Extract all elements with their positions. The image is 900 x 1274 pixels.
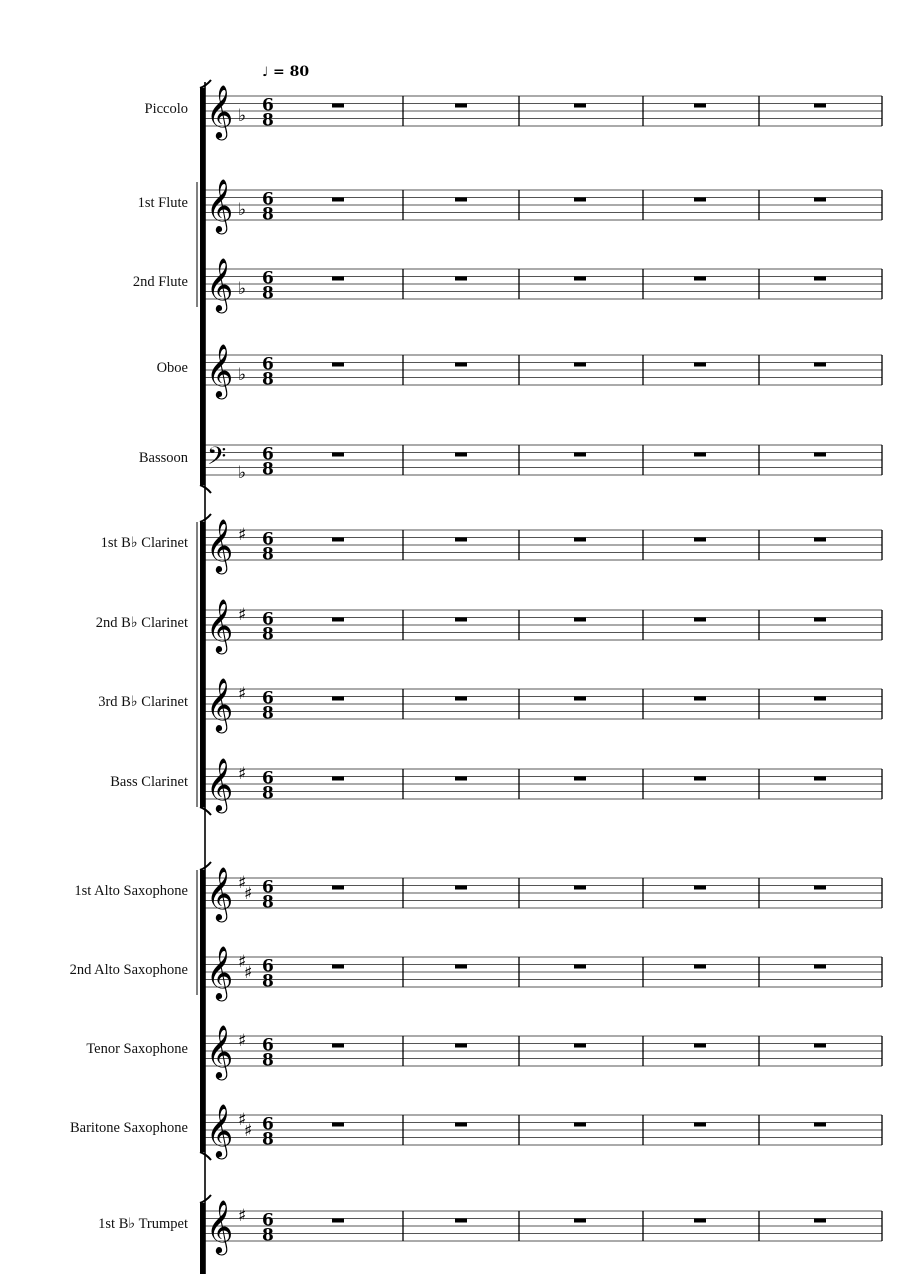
time-signature-top: 6 xyxy=(262,1114,274,1135)
time-signature-bottom: 8 xyxy=(262,783,274,804)
whole-rest-icon xyxy=(455,104,467,108)
whole-rest-icon xyxy=(332,104,344,108)
whole-rest-icon xyxy=(455,618,467,622)
treble-clef-icon: 𝄞 xyxy=(206,1024,234,1078)
whole-rest-icon xyxy=(332,886,344,890)
time-signature-top: 6 xyxy=(262,1210,274,1231)
whole-rest-icon xyxy=(455,453,467,457)
whole-rest-icon xyxy=(814,363,826,367)
woodwind-bracket xyxy=(200,88,205,485)
time-signature-bottom: 8 xyxy=(262,892,274,913)
whole-rest-icon xyxy=(814,1123,826,1127)
time-signature-bottom: 8 xyxy=(262,971,274,992)
whole-rest-icon xyxy=(694,453,706,457)
whole-rest-icon xyxy=(332,1123,344,1127)
whole-rest-icon xyxy=(332,198,344,202)
saxophone-bracket xyxy=(200,870,205,1152)
bass-clef-icon: 𝄢 xyxy=(207,442,227,477)
whole-rest-icon xyxy=(332,363,344,367)
whole-rest-icon xyxy=(455,538,467,542)
time-signature-top: 6 xyxy=(262,688,274,709)
sharp-accidental-icon: ♯ xyxy=(238,952,247,972)
treble-clef-icon: 𝄞 xyxy=(206,257,234,311)
sharp-accidental-icon: ♯ xyxy=(238,1206,247,1226)
sharp-accidental-icon: ♯ xyxy=(238,1031,247,1051)
time-signature-bottom: 8 xyxy=(262,544,274,565)
whole-rest-icon xyxy=(574,104,586,108)
whole-rest-icon xyxy=(332,697,344,701)
trumpet-bracket xyxy=(200,1203,205,1274)
time-signature-top: 6 xyxy=(262,95,274,116)
whole-rest-icon xyxy=(455,777,467,781)
whole-rest-icon xyxy=(574,886,586,890)
whole-rest-icon xyxy=(814,697,826,701)
sharp-accidental-icon: ♯ xyxy=(244,884,253,904)
whole-rest-icon xyxy=(455,697,467,701)
instrument-label: 1st B♭ Clarinet xyxy=(100,535,188,551)
whole-rest-icon xyxy=(455,886,467,890)
whole-rest-icon xyxy=(694,1219,706,1223)
time-signature-top: 6 xyxy=(262,768,274,789)
instrument-label: Bass Clarinet xyxy=(110,774,188,790)
flat-accidental-icon: ♭ xyxy=(238,463,247,483)
whole-rest-icon xyxy=(814,618,826,622)
whole-rest-icon xyxy=(574,453,586,457)
instrument-label: Tenor Saxophone xyxy=(86,1041,188,1057)
time-signature-bottom: 8 xyxy=(262,1050,274,1071)
whole-rest-icon xyxy=(694,618,706,622)
time-signature-bottom: 8 xyxy=(262,703,274,724)
whole-rest-icon xyxy=(455,277,467,281)
whole-rest-icon xyxy=(814,777,826,781)
whole-rest-icon xyxy=(694,965,706,969)
whole-rest-icon xyxy=(574,198,586,202)
flat-accidental-icon: ♭ xyxy=(238,200,247,220)
treble-clef-icon: 𝄞 xyxy=(206,1103,234,1157)
whole-rest-icon xyxy=(574,1044,586,1048)
time-signature-bottom: 8 xyxy=(262,624,274,645)
instrument-label: 1st Alto Saxophone xyxy=(74,883,188,899)
treble-clef-icon: 𝄞 xyxy=(206,178,234,232)
treble-clef-icon: 𝄞 xyxy=(206,598,234,652)
whole-rest-icon xyxy=(455,198,467,202)
treble-clef-icon: 𝄞 xyxy=(206,84,234,138)
time-signature-top: 6 xyxy=(262,354,274,375)
whole-rest-icon xyxy=(814,1219,826,1223)
whole-rest-icon xyxy=(455,1044,467,1048)
treble-clef-icon: 𝄞 xyxy=(206,757,234,811)
instrument-label: Bassoon xyxy=(138,450,188,466)
whole-rest-icon xyxy=(332,277,344,281)
instrument-label: Oboe xyxy=(156,360,188,376)
treble-clef-icon: 𝄞 xyxy=(206,343,234,397)
whole-rest-icon xyxy=(574,697,586,701)
time-signature-bottom: 8 xyxy=(262,369,274,390)
time-signature-bottom: 8 xyxy=(262,1225,274,1246)
whole-rest-icon xyxy=(814,198,826,202)
whole-rest-icon xyxy=(332,538,344,542)
sharp-accidental-icon: ♯ xyxy=(244,963,253,983)
flat-accidental-icon: ♭ xyxy=(238,279,247,299)
whole-rest-icon xyxy=(332,1044,344,1048)
whole-rest-icon xyxy=(574,538,586,542)
whole-rest-icon xyxy=(814,965,826,969)
whole-rest-icon xyxy=(574,777,586,781)
whole-rest-icon xyxy=(332,965,344,969)
time-signature-top: 6 xyxy=(262,444,274,465)
instrument-label: 3rd B♭ Clarinet xyxy=(98,694,188,710)
whole-rest-icon xyxy=(574,277,586,281)
flat-accidental-icon: ♭ xyxy=(238,106,247,126)
treble-clef-icon: 𝄞 xyxy=(206,866,234,920)
whole-rest-icon xyxy=(694,1044,706,1048)
sharp-accidental-icon: ♯ xyxy=(244,1121,253,1141)
treble-clef-icon: 𝄞 xyxy=(206,1199,234,1253)
clarinet-bracket xyxy=(200,522,205,807)
whole-rest-icon xyxy=(574,1123,586,1127)
sharp-accidental-icon: ♯ xyxy=(238,764,247,784)
instrument-label: 1st B♭ Trumpet xyxy=(98,1216,188,1232)
sharp-accidental-icon: ♯ xyxy=(238,605,247,625)
quarter-note-icon: ♩ xyxy=(262,65,269,80)
whole-rest-icon xyxy=(574,618,586,622)
time-signature-top: 6 xyxy=(262,877,274,898)
whole-rest-icon xyxy=(694,886,706,890)
instrument-label: 2nd B♭ Clarinet xyxy=(95,615,188,631)
time-signature-top: 6 xyxy=(262,529,274,550)
whole-rest-icon xyxy=(455,965,467,969)
time-signature-bottom: 8 xyxy=(262,459,274,480)
time-signature-top: 6 xyxy=(262,1035,274,1056)
time-signature-bottom: 8 xyxy=(262,283,274,304)
whole-rest-icon xyxy=(455,1219,467,1223)
sharp-accidental-icon: ♯ xyxy=(238,525,247,545)
instrument-label: Piccolo xyxy=(144,101,188,117)
sharp-accidental-icon: ♯ xyxy=(238,1110,247,1130)
whole-rest-icon xyxy=(332,618,344,622)
whole-rest-icon xyxy=(814,104,826,108)
time-signature-top: 6 xyxy=(262,189,274,210)
instrument-label: Baritone Saxophone xyxy=(70,1120,188,1136)
whole-rest-icon xyxy=(574,1219,586,1223)
whole-rest-icon xyxy=(574,965,586,969)
whole-rest-icon xyxy=(814,538,826,542)
time-signature-bottom: 8 xyxy=(262,110,274,131)
time-signature-bottom: 8 xyxy=(262,1129,274,1150)
time-signature-top: 6 xyxy=(262,956,274,977)
flat-accidental-icon: ♭ xyxy=(238,365,247,385)
time-signature-bottom: 8 xyxy=(262,204,274,225)
whole-rest-icon xyxy=(694,198,706,202)
treble-clef-icon: 𝄞 xyxy=(206,945,234,999)
whole-rest-icon xyxy=(814,886,826,890)
whole-rest-icon xyxy=(814,1044,826,1048)
whole-rest-icon xyxy=(694,277,706,281)
whole-rest-icon xyxy=(694,363,706,367)
whole-rest-icon xyxy=(332,453,344,457)
instrument-label: 2nd Flute xyxy=(132,274,188,290)
whole-rest-icon xyxy=(455,363,467,367)
whole-rest-icon xyxy=(694,697,706,701)
whole-rest-icon xyxy=(694,777,706,781)
whole-rest-icon xyxy=(694,1123,706,1127)
sharp-accidental-icon: ♯ xyxy=(238,873,247,893)
instrument-label: 1st Flute xyxy=(137,195,188,211)
whole-rest-icon xyxy=(814,453,826,457)
whole-rest-icon xyxy=(455,1123,467,1127)
whole-rest-icon xyxy=(814,277,826,281)
treble-clef-icon: 𝄞 xyxy=(206,518,234,572)
instrument-label: 2nd Alto Saxophone xyxy=(69,962,188,978)
sharp-accidental-icon: ♯ xyxy=(238,684,247,704)
whole-rest-icon xyxy=(694,104,706,108)
whole-rest-icon xyxy=(332,1219,344,1223)
whole-rest-icon xyxy=(332,777,344,781)
time-signature-top: 6 xyxy=(262,268,274,289)
whole-rest-icon xyxy=(694,538,706,542)
whole-rest-icon xyxy=(574,363,586,367)
tempo-value: = 80 xyxy=(273,64,310,80)
time-signature-top: 6 xyxy=(262,609,274,630)
treble-clef-icon: 𝄞 xyxy=(206,677,234,731)
